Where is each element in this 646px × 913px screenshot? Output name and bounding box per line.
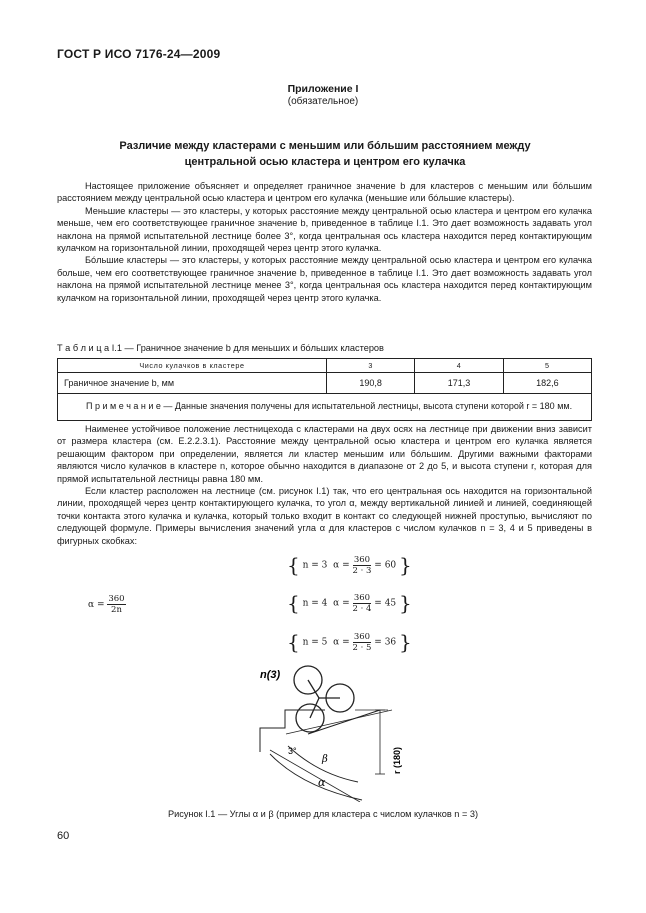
table-caption-prefix: Т а б л и ц а bbox=[57, 343, 110, 353]
example-denominator: 2 · 4 bbox=[352, 603, 372, 614]
table-note-row bbox=[58, 394, 592, 421]
page-number: 60 bbox=[57, 830, 70, 842]
paragraph: Настоящее приложение объясняет и определяет граничное значение b для кластеров с меньшим или бóльшим расстоянием между центральной осью кластера и центром его кулачка (меньшие или бóльшие кластеры). bbox=[57, 181, 592, 204]
paragraph: Если кластер расположен на лестнице (см. рисунок I.1) так, что его центральная ось находится на горизонтальной линии, проходящей через центр контактирующего кулачка, то угол α, между вертикальной линией и линией, соединяющей точки контакта этого кулачка и кулачка, который только входит в контакт со следующей нижней проступью, вычисляют по следующей формуле. Примеры вычисления значений угла α для кластеров с числом кулачков n = 3, 4 и 5 приведены в фигурных скобках: bbox=[57, 486, 592, 546]
figure-label-r: r (180) bbox=[392, 746, 402, 774]
formula-fraction bbox=[107, 594, 125, 615]
example-result: = 60 bbox=[374, 560, 397, 571]
table-header-cell: 5 bbox=[503, 359, 591, 373]
section-title-line: центральной осью кластера и центром его кулачка bbox=[184, 156, 466, 168]
table-header-cell: Число кулачков в кластере bbox=[58, 359, 327, 373]
example-alpha: α = bbox=[333, 560, 350, 571]
paragraph: Бóльшие кластеры — это кластеры, у которых расстояние между центральной осью кластера и центром его кулачка больше, чем его соответствующее граничное значение b, приведенное в таблице I.1. Это дает возможность задавать угол наклона на прямой испытательной лестнице менее 3°, когда центральная ось кластера находится перед контактирующим кулачком на горизонтальной линии, проходящей через центр этого кулачка. bbox=[57, 255, 592, 303]
table-note bbox=[58, 394, 592, 421]
table-caption bbox=[57, 343, 384, 353]
table-header-row bbox=[58, 359, 592, 373]
example-fraction bbox=[353, 593, 372, 614]
section-title-line: Различие между кластерами с меньшим или бóльшим расстоянием между bbox=[119, 140, 531, 152]
note-text: — Данные значения получены для испытательной лестницы, высота ступени которой r = 180 мм. bbox=[163, 401, 573, 411]
example-numerator: 360 bbox=[353, 631, 371, 642]
appendix-title: Приложение I bbox=[287, 83, 359, 95]
table-cell: 182,6 bbox=[503, 373, 591, 394]
formula-denominator: 2n bbox=[111, 605, 122, 615]
example-fraction bbox=[353, 555, 372, 576]
example-result: = 36 bbox=[374, 637, 397, 648]
boundary-table bbox=[57, 358, 592, 421]
table-header-cell: 3 bbox=[327, 359, 415, 373]
example-result: = 45 bbox=[374, 598, 397, 609]
figure-caption: Рисунок I.1 — Углы α и β (пример для кластера с числом кулачков n = 3) bbox=[167, 809, 479, 819]
example-alpha: α = bbox=[333, 637, 350, 648]
cluster-figure bbox=[230, 662, 410, 802]
example-n: n = 5 bbox=[302, 637, 328, 648]
table-header-cell: 4 bbox=[415, 359, 503, 373]
main-formula bbox=[88, 594, 126, 615]
note-prefix: П р и м е ч а н и е bbox=[86, 401, 161, 411]
example-n3: { n = 3 α = $\frac{360}{2 \cdot 3}$ = 60 } bbox=[287, 553, 412, 577]
example-n: n = 3 bbox=[302, 560, 328, 571]
example-denominator: 2 · 3 bbox=[352, 565, 372, 576]
document-header: ГОСТ Р ИСО 7176-24—2009 bbox=[57, 47, 221, 61]
table-cell: 171,3 bbox=[415, 373, 503, 394]
figure-label-beta: β bbox=[322, 754, 328, 765]
example-numerator: 360 bbox=[353, 554, 371, 565]
paragraph: Меньшие кластеры — это кластеры, у которых расстояние между центральной осью кластера и центром его кулачка меньше, чем его соответствующее граничное значение b, приведенное в таблице I.1. Это дает возможность задавать угол наклона на прямой испытательной лестнице более 3°, когда центральная ось кластера находится перед контактирующим кулачком на горизонтальной линии, проходящей через центр этого кулачка. bbox=[57, 205, 592, 254]
formula-lhs: α = bbox=[88, 600, 105, 610]
intro-paragraphs bbox=[57, 180, 592, 304]
table-row bbox=[58, 373, 592, 394]
paragraph: Наименее устойчивое положение лестницехода с кластерами на двух осях на лестнице при движении вниз зависит от размера кластера (см. Е.2.2.3.1). Расстояние между центральной осью кластера и центром его кулачка является решающим фактором при определении, является ли кластер меньшим или бóльшим. Другими важными факторами являются число кулачков в кластере n, которое обычно находится в диапазоне от 2 до 5, и высота ступени r, которая для прямой испытательной лестницы равна 180 мм. bbox=[57, 424, 592, 484]
figure-label-n: n(3) bbox=[260, 669, 281, 681]
example-numerator: 360 bbox=[353, 592, 371, 603]
example-n4: { n = 4 α = $\frac{360}{2 \cdot 4}$ = 45 } bbox=[287, 591, 412, 615]
figure-label-deg: 3° bbox=[288, 746, 297, 756]
appendix-status: (обязательное) bbox=[287, 96, 359, 107]
example-n: n = 4 bbox=[302, 598, 328, 609]
figure-label-alpha: α bbox=[318, 776, 326, 789]
body-paragraphs bbox=[57, 423, 592, 547]
table-caption-text: I.1 — Граничное значение b для меньших и бóльших кластеров bbox=[111, 343, 384, 353]
example-n5: { n = 5 α = $\frac{360}{2 \cdot 5}$ = 36 } bbox=[287, 630, 412, 654]
section-title bbox=[60, 138, 590, 170]
formula-numerator: 360 bbox=[108, 594, 125, 604]
example-denominator: 2 · 5 bbox=[352, 642, 372, 653]
example-fraction bbox=[353, 632, 372, 653]
table-row-label: Граничное значение b, мм bbox=[58, 373, 327, 394]
table-cell: 190,8 bbox=[327, 373, 415, 394]
example-alpha: α = bbox=[333, 598, 350, 609]
